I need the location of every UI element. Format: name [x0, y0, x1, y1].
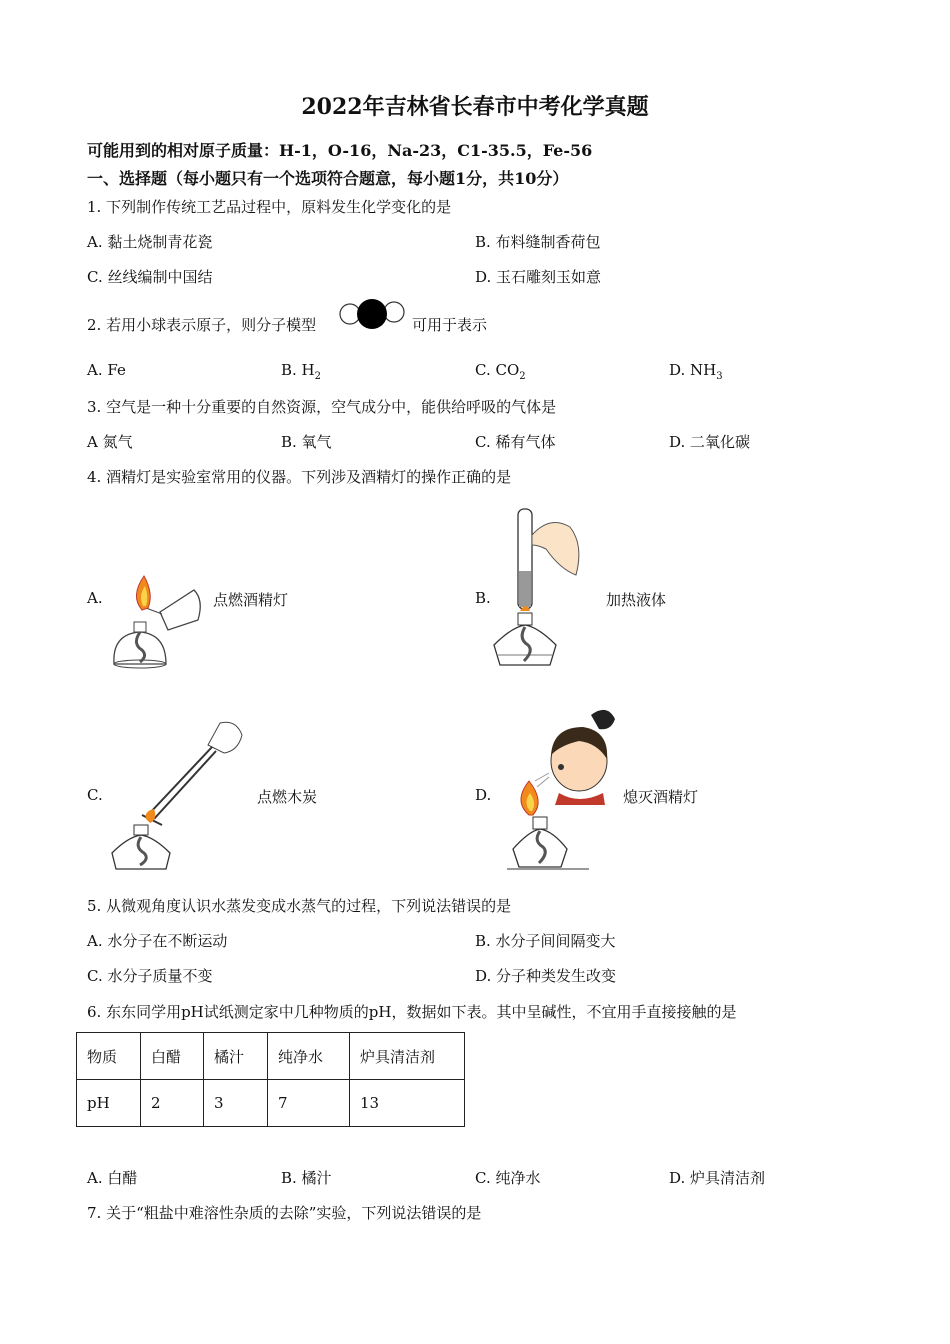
q1-stem: 1. 下列制作传统工艺品过程中，原料发生化学变化的是	[87, 198, 452, 216]
q2-option-b-text: B. H	[281, 361, 315, 379]
q3-stem: 3. 空气是一种十分重要的自然资源，空气成分中，能供给呼吸的气体是	[87, 398, 557, 416]
q5-option-c: C. 水分子质量不变	[87, 967, 213, 985]
table-row	[77, 1080, 465, 1127]
q5-option-d: D. 分子种类发生改变	[475, 967, 617, 985]
q4-stem: 4. 酒精灯是实验室常用的仪器。下列涉及酒精灯的操作正确的是	[87, 468, 512, 486]
blowing-out-lamp-icon	[505, 705, 625, 871]
table-cell: pH	[77, 1080, 141, 1127]
table-header-cell: 白醋	[141, 1033, 204, 1080]
page-title: 2022年吉林省长春市中考化学真题	[301, 94, 649, 120]
q3-option-c: C. 稀有气体	[475, 433, 556, 451]
q4-option-a-caption: 点燃酒精灯	[213, 591, 289, 609]
table-row	[77, 1033, 465, 1080]
q6-option-b: B. 橘汁	[281, 1169, 332, 1187]
table-cell: 2	[141, 1080, 204, 1127]
q4-option-c-letter: C.	[87, 786, 103, 804]
ph-table	[76, 1032, 465, 1127]
q1-option-c: C. 丝线编制中国结	[87, 268, 213, 286]
q2-option-b	[281, 361, 321, 382]
q4-option-d-letter: D.	[475, 786, 492, 804]
q4-option-a-letter: A.	[87, 589, 103, 607]
q1-option-d: D. 玉石雕刻玉如意	[475, 268, 602, 286]
section-heading: 一、选择题（每小题只有一个选项符合题意，每小题1分，共10分）	[87, 169, 569, 188]
q5-option-a: A. 水分子在不断运动	[87, 932, 228, 950]
q6-option-a: A. 白醋	[87, 1169, 138, 1187]
molecule-model-icon	[338, 298, 408, 332]
table-cell: 3	[204, 1080, 268, 1127]
q2-option-d-text: D. NH	[669, 361, 717, 379]
q4-option-c-caption: 点燃木炭	[257, 788, 318, 806]
table-header-cell: 物质	[77, 1033, 141, 1080]
q2-option-d	[669, 361, 723, 382]
table-cell: 7	[268, 1080, 350, 1127]
table-header-cell: 橘汁	[204, 1033, 268, 1080]
q2-option-c	[475, 361, 526, 382]
q6-option-d: D. 炉具清洁剂	[669, 1169, 766, 1187]
q2-stem-after: 可用于表示	[412, 316, 488, 334]
table-header-cell: 纯净水	[268, 1033, 350, 1080]
q1-option-a: A. 黏土烧制青花瓷	[87, 233, 213, 251]
lighting-charcoal-icon	[108, 715, 248, 875]
q1-option-b: B. 布料缝制香荷包	[475, 233, 601, 251]
q4-option-b-caption: 加热液体	[606, 591, 667, 609]
q6-stem: 6. 东东同学用pH试纸测定家中几种物质的pH，数据如下表。其中呈碱性，不宜用手直接接触的是	[87, 1003, 737, 1021]
table-header-cell: 炉具清洁剂	[350, 1033, 465, 1080]
q3-option-a: A 氮气	[87, 433, 133, 451]
q3-option-b: B. 氧气	[281, 433, 332, 451]
q2-option-a: A. Fe	[87, 361, 126, 379]
q2-option-d-sub: 3	[716, 371, 723, 382]
q5-option-b: B. 水分子间间隔变大	[475, 932, 616, 950]
heating-liquid-icon	[490, 505, 590, 671]
q3-option-d: D. 二氧化碳	[669, 433, 751, 451]
q2-stem-before: 2. 若用小球表示原子，则分子模型	[87, 316, 317, 334]
table-cell: 13	[350, 1080, 465, 1127]
q2-option-c-text: C. CO	[475, 361, 520, 379]
q7-stem: 7. 关于“粗盐中难溶性杂质的去除”实验，下列说法错误的是	[87, 1204, 482, 1222]
q4-option-b-letter: B.	[475, 589, 491, 607]
q2-option-b-sub: 2	[314, 371, 322, 382]
q5-stem: 5. 从微观角度认识水蒸发变成水蒸气的过程，下列说法错误的是	[87, 897, 512, 915]
q2-option-c-sub: 2	[519, 371, 526, 382]
atomic-mass-note: 可能用到的相对原子质量：H-1，O-16，Na-23，C1-35.5，Fe-56	[87, 141, 593, 160]
q4-option-d-caption: 熄灭酒精灯	[623, 788, 699, 806]
q6-option-c: C. 纯净水	[475, 1169, 541, 1187]
lighting-lamp-with-lamp-icon	[108, 570, 208, 674]
